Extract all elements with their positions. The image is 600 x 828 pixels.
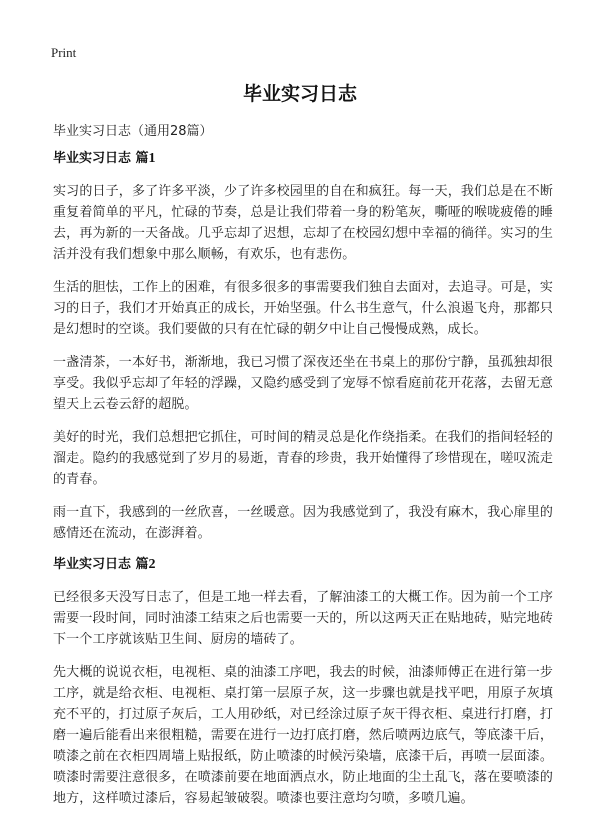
paragraph: 生活的胆怯，工作上的困难，有很多很多的事需要我们独自去面对，去追寻。可是，实习的日子，我们才开始真正的成长，开始坚强。什么书生意气，什么浪遏飞舟，那都只是幻想时的空谈。我们要做的只有在忙碌的朝夕中让自己慢慢成熟，成长。 (53, 280, 553, 337)
section-heading (53, 150, 553, 168)
document-body (53, 150, 553, 821)
section-2 (53, 556, 553, 809)
section-heading-number: 2 (148, 557, 156, 572)
paragraph: 一盏清茶，一本好书，渐渐地，我已习惯了深夜还坐在书桌上的那份宁静，虽孤独却很享受。我似乎忘却了年轻的浮躁，又隐约感受到了宠辱不惊看庭前花开花落，去留无意望天上云卷云舒的超脱。 (53, 355, 553, 412)
section-heading (53, 556, 553, 574)
paragraph: 已经很多天没写日志了，但是工地一样去看，了解油漆工的大概工作。因为前一个工序需要一段时间，同时油漆工结束之后也需要一天的，所以这两天正在贴地砖，贴完地砖下一个工序就该贴卫生间、厨房的墙砖了。 (53, 590, 553, 647)
paragraph: 雨一直下，我感到的一丝欣喜，一丝暖意。因为我感觉到了，我没有麻木，我心扉里的感情还在流动，在澎湃着。 (53, 505, 553, 541)
section-heading-text: 毕业实习日志 篇 (53, 557, 149, 572)
paragraph: 美好的时光，我们总想把它抓住，可时间的精灵总是化作绕指柔。在我们的指间轻轻的溜走。隐约的我感觉到了岁月的易逝，青春的珍贵，我开始懂得了珍惜现在，嗟叹流走的青春。 (53, 430, 553, 487)
section-heading-number: 1 (148, 151, 156, 166)
document-subtitle: 毕业实习日志（通用28篇） (53, 124, 213, 139)
print-link[interactable]: Print (51, 45, 77, 60)
section-heading-text: 毕业实习日志 篇 (53, 151, 149, 166)
page-title: 毕业实习日志 (242, 83, 357, 105)
section-1 (53, 150, 553, 544)
paragraph: 实习的日子，多了许多平淡，少了许多校园里的自在和疯狂。每一天，我们总是在不断重复着简单的平凡，忙碌的节奏，总是让我们带着一身的粉笔灰，嘶哑的喉咙疲倦的睡去，再为新的一天备战。几乎忘却了迟想，忘却了在校园幻想中幸福的徜徉。实习的生活并没有我们想象中那么顺畅，有欢乐，也有悲伤。 (53, 184, 553, 262)
paragraph: 先大概的说说衣柜，电视柜、桌的油漆工序吧，我去的时候，油漆师傅正在进行第一步工序，就是给衣柜、电视柜、桌打第一层原子灰，这一步骤也就是找平吧，用原子灰填充不平的，打过原子灰后，工人用砂纸，对已经涂过原子灰干得衣柜、桌进行打磨，打磨一遍后能看出来很粗糙，需要在进行一边打底打磨，然后喷两边底气，等底漆干后，喷漆之前在衣柜四周墙上贴报纸，防止喷漆的时候污染墙，底漆干后，再喷一层面漆。喷漆时需要注意很多，在喷漆前要在地面洒点水，防止地面的尘土乱飞，落在要喷漆的地方，这样喷过漆后，容易起皱破裂。喷漆也要注意均匀喷，多喷几遍。 (53, 665, 553, 806)
